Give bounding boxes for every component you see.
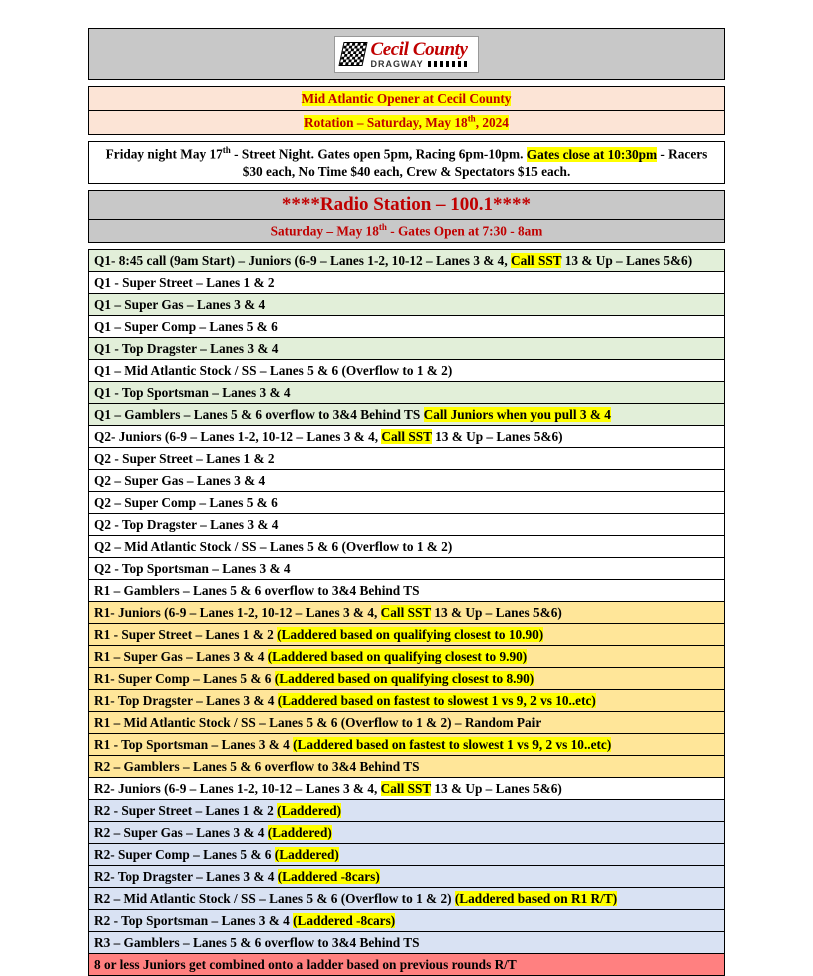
row-text: Q1 – Mid Atlantic Stock / SS – Lanes 5 & 6 (Overflow to 1 & 2) xyxy=(94,362,453,378)
radio-station: ****Radio Station – 100.1**** xyxy=(88,190,725,219)
schedule-row xyxy=(88,249,725,271)
event-title-text: Mid Atlantic Opener at Cecil County xyxy=(301,91,512,106)
highlighted-text: Call SST xyxy=(381,428,432,444)
highlighted-text: (Laddered) xyxy=(274,847,339,863)
row-text: Q2 – Super Comp – Lanes 5 & 6 xyxy=(94,494,278,510)
schedule-row xyxy=(88,733,725,755)
schedule-row xyxy=(88,931,725,953)
schedule-sheet xyxy=(88,28,725,976)
row-text: R1 - Top Sportsman – Lanes 3 & 4 xyxy=(94,737,294,752)
row-text: R2 - Top Sportsman – Lanes 3 & 4 xyxy=(94,913,294,929)
schedule-row xyxy=(88,865,725,887)
row-text: R1 – Mid Atlantic Stock / SS – Lanes 5 & 6 (Overflow to 1 & 2) – Random Pair xyxy=(94,714,542,730)
schedule-row xyxy=(88,799,725,821)
row-text: R2 - Super Street – Lanes 1 & 2 xyxy=(94,803,278,819)
row-text: R1 – Gamblers – Lanes 5 & 6 overflow to 3&4 Behind TS xyxy=(94,582,420,598)
row-text: R2- Juniors (6-9 – Lanes 1-2, 10-12 – Lanes 3 & 4, xyxy=(94,781,381,797)
schedule-row xyxy=(88,645,725,667)
row-text: R1 – Super Gas – Lanes 3 & 4 xyxy=(94,648,268,664)
highlighted-text: (Laddered based on qualifying closest to 10.90) xyxy=(277,626,544,642)
highlighted-text: (Laddered) xyxy=(267,825,332,841)
row-text: R2 – Super Gas – Lanes 3 & 4 xyxy=(94,825,268,841)
highlighted-text: Call SST xyxy=(380,604,432,620)
schedule-row xyxy=(88,821,725,843)
schedule-row xyxy=(88,843,725,865)
schedule-row xyxy=(88,623,725,645)
friday-date: Friday night May 17 xyxy=(105,146,223,162)
rotation-line xyxy=(88,110,725,135)
row-text: Q1 – Super Gas – Lanes 3 & 4 xyxy=(94,296,266,312)
row-text: 13 & Up – Lanes 5&6) xyxy=(431,781,562,797)
row-text: R2- Super Comp – Lanes 5 & 6 xyxy=(94,847,275,863)
schedule-list xyxy=(88,249,725,976)
logo-subtitle-text: DRAGWAY xyxy=(370,58,424,69)
highlighted-text: (Laddered based on R1 R/T) xyxy=(454,891,618,907)
event-title xyxy=(88,86,725,110)
row-text: Q1 – Gamblers – Lanes 5 & 6 overflow to 3&4 Behind TS xyxy=(94,406,424,422)
schedule-row xyxy=(88,755,725,777)
highlighted-text: (Laddered based on qualifying closest to 8.90) xyxy=(274,670,535,686)
highlighted-text: (Laddered based on fastest to slowest 1 vs 9, 2 vs 10..etc) xyxy=(277,692,596,708)
checker-bar-icon xyxy=(428,61,468,67)
checkered-flag-icon xyxy=(339,42,368,66)
row-text: 13 & Up – Lanes 5&6) xyxy=(431,604,562,620)
schedule-row xyxy=(88,953,725,976)
highlighted-text: Call SST xyxy=(380,781,432,797)
row-text: 8 or less Juniors get combined onto a ladder based on previous rounds R/T xyxy=(94,957,517,973)
row-text: Q2- Juniors (6-9 – Lanes 1-2, 10-12 – Lanes 3 & 4, xyxy=(94,428,382,444)
title-block xyxy=(88,86,725,135)
highlighted-text: (Laddered based on fastest to slowest 1 vs 9, 2 vs 10..etc) xyxy=(293,737,612,752)
highlighted-text: (Laddered) xyxy=(277,803,342,819)
highlighted-text: (Laddered -8cars) xyxy=(277,869,380,885)
row-text: 13 & Up – Lanes 5&6) xyxy=(561,252,693,268)
logo-title: Cecil County xyxy=(370,38,468,60)
row-text: R2 – Mid Atlantic Stock / SS – Lanes 5 & 6 (Overflow to 1 & 2) xyxy=(94,891,455,907)
schedule-row xyxy=(88,447,725,469)
row-text: Q2 - Top Sportsman – Lanes 3 & 4 xyxy=(94,560,291,576)
row-text: Q2 – Mid Atlantic Stock / SS – Lanes 5 & 6 (Overflow to 1 & 2) xyxy=(94,538,453,554)
friday-block xyxy=(88,141,725,183)
friday-gates-close: Gates close at 10:30pm xyxy=(526,146,658,162)
row-text: R3 – Gamblers – Lanes 5 & 6 overflow to 3&4 Behind TS xyxy=(94,935,420,951)
schedule-row xyxy=(88,315,725,337)
row-text: R1- Juniors (6-9 – Lanes 1-2, 10-12 – Lanes 3 & 4, xyxy=(94,604,381,620)
friday-hours: - Street Night. Gates open 5pm, Racing 6pm-10pm. xyxy=(230,146,527,162)
schedule-row xyxy=(88,909,725,931)
schedule-row xyxy=(88,887,725,909)
logo-header xyxy=(88,28,725,80)
saturday-gates: Saturday – May 18th - Gates Open at 7:30 - 8am xyxy=(88,219,725,242)
rotation-text: Rotation – Saturday, May 18th, 2024 xyxy=(304,114,509,131)
row-text: Q1 - Top Dragster – Lanes 3 & 4 xyxy=(94,340,279,356)
logo-block xyxy=(88,28,725,80)
row-text: Q1 – Super Comp – Lanes 5 & 6 xyxy=(94,318,278,334)
schedule-row xyxy=(88,271,725,293)
row-text: Q1 - Top Sportsman – Lanes 3 & 4 xyxy=(94,384,291,400)
highlighted-text: Call SST xyxy=(510,252,562,268)
row-text: R1- Top Dragster – Lanes 3 & 4 xyxy=(94,692,278,708)
schedule-row xyxy=(88,557,725,579)
schedule-row xyxy=(88,711,725,733)
row-text: Q1 - Super Street – Lanes 1 & 2 xyxy=(94,274,275,290)
radio-block xyxy=(88,190,725,243)
row-text: R1- Super Comp – Lanes 5 & 6 xyxy=(94,670,275,686)
schedule-row xyxy=(88,337,725,359)
highlighted-text: (Laddered -8cars) xyxy=(293,913,396,929)
schedule-row xyxy=(88,667,725,689)
schedule-row xyxy=(88,513,725,535)
schedule-row xyxy=(88,469,725,491)
row-text: R2 – Gamblers – Lanes 5 & 6 overflow to 3&4 Behind TS xyxy=(94,759,420,775)
row-text: R1 - Super Street – Lanes 1 & 2 xyxy=(94,626,278,642)
logo-subtitle xyxy=(370,60,467,69)
row-text: R2- Top Dragster – Lanes 3 & 4 xyxy=(94,869,278,885)
schedule-row xyxy=(88,689,725,711)
row-text: Q2 - Super Street – Lanes 1 & 2 xyxy=(94,450,275,466)
cecil-county-dragway-logo xyxy=(334,36,478,73)
row-text: Q2 - Top Dragster – Lanes 3 & 4 xyxy=(94,516,279,532)
schedule-row xyxy=(88,491,725,513)
highlighted-text: Call Juniors when you pull 3 & 4 xyxy=(423,406,611,422)
schedule-row xyxy=(88,579,725,601)
schedule-row xyxy=(88,381,725,403)
schedule-row xyxy=(88,403,725,425)
schedule-row xyxy=(88,359,725,381)
friday-pricing: - Racers $30 each, No Time $40 each, Crew & Spectators $15 each. xyxy=(242,146,708,179)
row-text: 13 & Up – Lanes 5&6) xyxy=(431,428,563,444)
schedule-row xyxy=(88,777,725,799)
row-text: Q2 – Super Gas – Lanes 3 & 4 xyxy=(94,472,266,488)
friday-info: Friday night May 17th - Street Night. Gates open 5pm, Racing 6pm-10pm. Gates close at 10:30pm - Racers $30 each, No Time $40 each, Crew & Spectators $15 each. xyxy=(88,141,725,183)
row-text: Q1- 8:45 call (9am Start) – Juniors (6-9 – Lanes 1-2, 10-12 – Lanes 3 & 4, xyxy=(94,252,511,268)
schedule-row xyxy=(88,293,725,315)
schedule-row xyxy=(88,535,725,557)
schedule-row xyxy=(88,425,725,447)
highlighted-text: (Laddered based on qualifying closest to 9.90) xyxy=(267,648,528,664)
schedule-row xyxy=(88,601,725,623)
